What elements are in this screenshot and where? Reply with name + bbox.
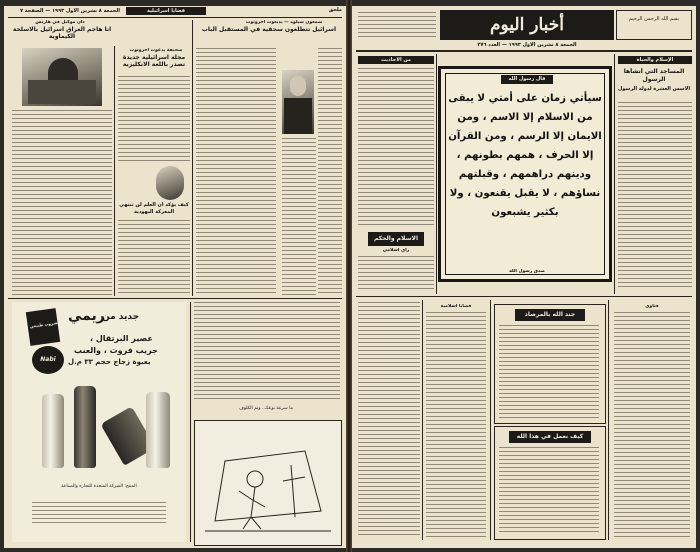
ad-line-2: جريب فروت ، والعنب <box>74 346 158 355</box>
small-kicker-1: قضايا اسلامية <box>440 304 472 309</box>
bottom-headline-1: جند الله بالمرصاد <box>515 309 585 321</box>
bottom-box-1 <box>494 304 606 424</box>
juice-advertisement <box>12 302 186 542</box>
kicker-mid: صحيفة يدعوت احرونوت <box>129 48 183 53</box>
masthead-title: أخبار اليوم <box>440 10 614 40</box>
kicker-right: شمعون شيلوه — يديعوت احرونوت <box>245 20 323 25</box>
left-page <box>4 6 346 548</box>
nabi-logo: Nabi fresh <box>32 346 64 374</box>
islam-block-kicker: رأي اسلامي <box>382 248 410 253</box>
ad-sticker: مشروب طبيعي <box>26 308 60 346</box>
bottle-1 <box>42 394 64 468</box>
bottle-4 <box>146 392 170 468</box>
bottle-2 <box>74 386 96 468</box>
column-header: الإسلام والحياة <box>618 56 692 64</box>
box-label: من الاحاديث <box>358 56 434 64</box>
portrait-man <box>282 70 314 134</box>
hadith-source: صدق رسول الله <box>509 269 545 274</box>
left-page-date: الجمعة ٨ تشرين الاول ١٩٩٣ — الصفحة ٧ <box>19 8 120 14</box>
ad-line-3: بعبوة زجاج حجم ٣٣ م.ل <box>68 358 151 366</box>
ad-brand: ريمي <box>68 308 105 324</box>
ad-footer: المنتج: الشركة المتحدة للتجارة والصناعة <box>61 484 137 489</box>
headline-future: اسرائيل تتطلعون سحقية في المستقبل الباب <box>201 26 337 33</box>
islam-block-title: الاسلام والحكم <box>368 232 424 246</box>
portrait-small <box>156 166 184 200</box>
kicker-left: دان موكيل في هارتس <box>35 20 85 25</box>
bottom-headline-2: كيف نعمل في هذا الله <box>509 431 591 443</box>
hadith-text: سيأتي زمان على أمتي لا يبقى من الاسلام إلا الاسم ، ومن الايمان إلا الرسم ، ومن القرآن إلا الحرف ، همهم بطونهم ، ودينهم دراهمهم ، وقبلتهم نساؤهم ، لا يقبل يقنعون ، ولا بكثير يشبعون <box>448 93 602 218</box>
basmala-box: بسم الله الرحمن الرحيم <box>616 10 692 40</box>
small-kicker-2: فتاوى <box>645 304 659 309</box>
headline-battle: كيف يؤكد ان العلم لن تنتهي المعركة اليهودية <box>119 202 189 215</box>
left-corner-label: ملحق <box>328 7 342 13</box>
dome-photo <box>22 48 102 106</box>
cartoon-drawing <box>195 421 341 545</box>
headline-magazine: مجلة اسرائيلية جديدة تصدر باللغة الانكليزية <box>122 54 186 68</box>
cartoon-box <box>194 420 342 546</box>
lead-subhead: الاسس العشرة لدولة الرسول <box>617 86 691 92</box>
right-page <box>352 6 696 548</box>
ad-line-1: عصير البرتقال ، <box>90 334 153 343</box>
left-section-label: قضايا اسرائيلية <box>126 7 206 15</box>
bottom-box-2 <box>494 426 606 540</box>
ad-brand-top: جديد من <box>102 312 140 322</box>
hadith-label: قال رسول الله <box>501 75 553 84</box>
hadith-box <box>438 66 612 282</box>
masthead-date: الجمعة ٨ تشرين الاول ١٩٩٣ — العدد ٢٧٦ <box>477 42 577 48</box>
headline-iraq: انا هاجم العراق اسرائيل بالاسلحة الكيماوية <box>12 26 112 40</box>
lead-headline: المساجد التي أنشأها الرسول <box>623 68 685 83</box>
cartoon-caption: ما سرعة نوعك.. وتم الكلوف <box>239 406 293 411</box>
